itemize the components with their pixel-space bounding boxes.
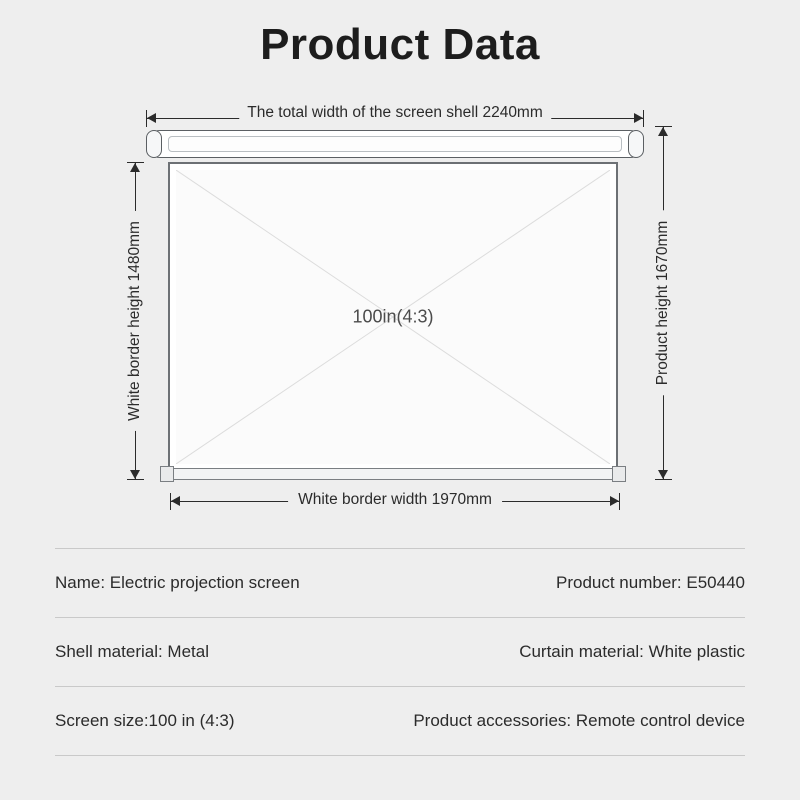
shell-end-cap-left xyxy=(146,130,162,158)
screen-dimension-diagram xyxy=(110,100,700,530)
dimension-label-product-height: Product height 1670mm xyxy=(654,211,672,396)
bottom-bar-foot-right xyxy=(612,466,626,482)
screen-inner-surface xyxy=(176,170,610,464)
dimension-label-white-border-height: White border height 1480mm xyxy=(126,211,144,431)
dimension-white-border-width xyxy=(170,492,620,510)
arrow-left-icon xyxy=(171,496,180,506)
arrow-right-icon xyxy=(610,496,619,506)
spec-curtain-material: Curtain material: White plastic xyxy=(519,642,745,661)
arrow-up-icon xyxy=(658,127,668,136)
dimension-tick-right xyxy=(619,493,620,510)
bottom-bar-foot-left xyxy=(160,466,174,482)
screen-size-label: 100in(4:3) xyxy=(352,306,434,327)
spec-screen-size: Screen size:100 in (4:3) xyxy=(55,711,235,730)
screen-shell xyxy=(146,124,644,164)
specifications-table xyxy=(55,548,745,756)
page-title: Product Data xyxy=(260,20,540,69)
dimension-product-height xyxy=(654,126,672,480)
screen-surface xyxy=(168,162,618,472)
arrow-down-icon xyxy=(658,470,668,479)
dimension-label-total-shell-width: The total width of the screen shell 2240mm xyxy=(239,104,551,122)
table-row xyxy=(55,617,745,686)
dimension-label-white-border-width: White border width 1970mm xyxy=(288,491,502,509)
spec-shell-material: Shell material: Metal xyxy=(55,642,210,661)
spec-name: Name: Electric projection screen xyxy=(55,573,300,592)
shell-inner-band xyxy=(168,136,622,152)
spec-product-number: Product number: E50440 xyxy=(555,573,745,592)
arrow-left-icon xyxy=(147,113,156,123)
shell-end-cap-right xyxy=(628,130,644,158)
table-row xyxy=(55,548,745,617)
spec-accessories: Product accessories: Remote control device xyxy=(413,711,745,730)
table-row xyxy=(55,686,745,756)
arrow-right-icon xyxy=(634,113,643,123)
dimension-tick-bottom xyxy=(655,479,672,480)
dimension-tick-bottom xyxy=(127,479,144,480)
screen-bottom-bar xyxy=(160,468,626,480)
dimension-white-border-height xyxy=(126,162,144,480)
arrow-up-icon xyxy=(130,163,140,172)
arrow-down-icon xyxy=(130,470,140,479)
